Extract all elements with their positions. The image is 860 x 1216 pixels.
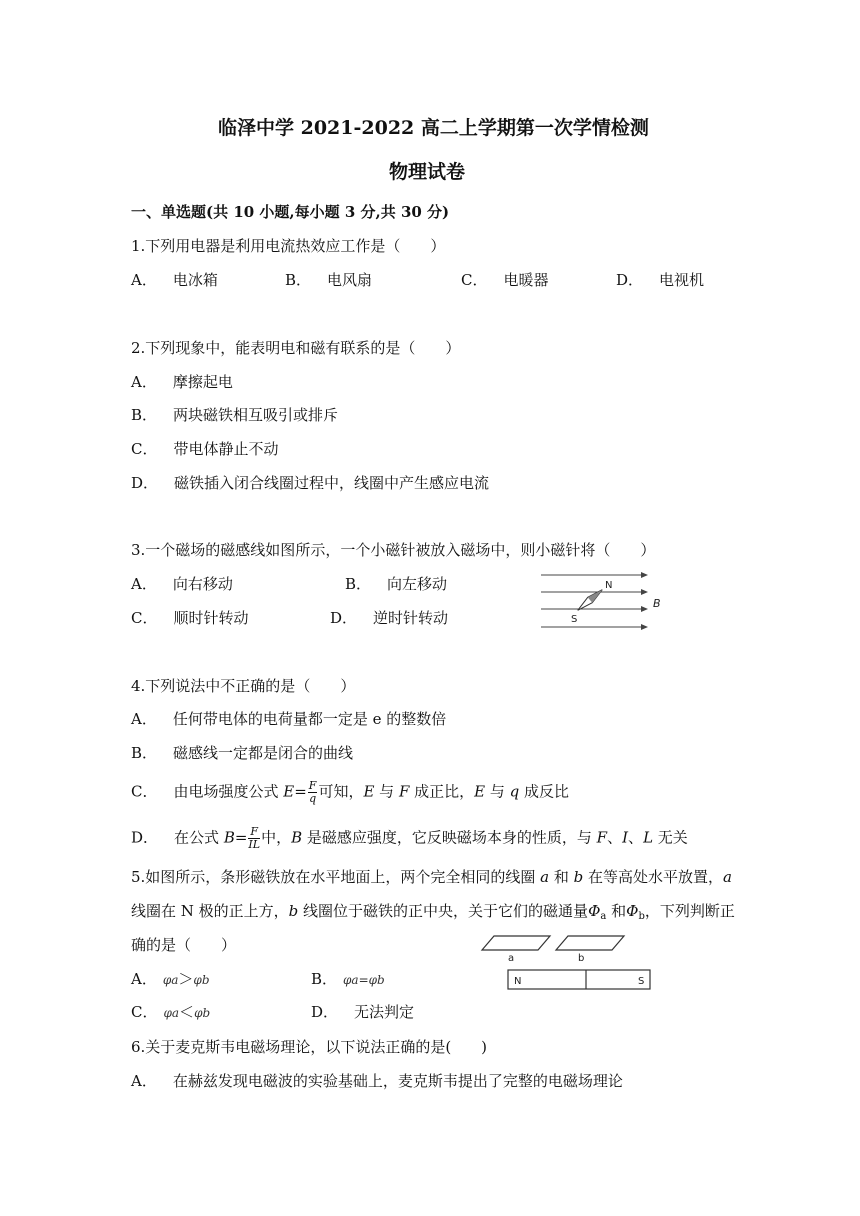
option-text: 是磁感应强度，它反映磁场本身的性质，与 [302,828,597,847]
variable: L [643,828,654,847]
option-letter: A． [131,970,157,988]
q3-magnetic-field-figure [535,565,675,637]
option-letter: A． [131,373,157,391]
option-text: 、 [607,828,623,847]
fraction-numerator: F [308,779,317,792]
flux-symbol: Φ [626,902,639,920]
variable: I [622,828,629,847]
variable: E [474,782,486,801]
q2-option-a [131,372,233,392]
q2-option-b [131,405,338,425]
question-5-line-1 [131,867,732,887]
option-text: 由电场强度公式 [173,782,284,801]
coil-a-label: a [508,953,515,964]
q5-coil-magnet-figure [478,930,658,994]
formula-eq: = [234,828,248,847]
option-text: 电风扇 [327,271,373,289]
q3-option-d [330,608,448,628]
question-5-line-3: 确的是（ ） [131,936,237,954]
fraction-denominator: q [309,792,317,805]
option-letter: C． [131,782,158,801]
q6-option-a [131,1071,623,1091]
stem-text: 线圈在 N 极的正上方， [131,902,289,920]
question-1-stem: 1.下列用电器是利用电流热效应工作是（ ） [131,237,446,255]
south-label: S [571,614,578,625]
formula-var: B [223,828,235,847]
q4-option-b [131,743,353,763]
stem-text: 和 [606,902,627,920]
stem-text: 和 [549,868,574,886]
subscript: b [638,911,645,922]
q1-option-d [616,270,704,290]
fraction-denominator: IL [248,838,261,851]
variable: F [596,828,608,847]
option-formula: φa [163,1006,180,1020]
option-text: 成反比 [519,782,570,801]
variable: b [573,868,584,886]
coil-b-label: b [578,953,585,964]
option-text: 电暖器 [503,271,549,289]
question-4-stem: 4.下列说法中不正确的是（ ） [131,677,356,695]
option-text: 可知， [318,782,364,801]
option-letter: B． [131,406,158,424]
option-formula: ＞ [178,970,194,988]
option-letter: B． [285,271,312,289]
question-2-stem: 2.下列现象中，能表明电和磁有联系的是（ ） [131,339,461,357]
fraction-numerator: F [248,826,260,839]
q3-option-a [131,574,233,594]
q5-option-a [131,969,210,990]
variable: b [288,902,299,920]
page-subtitle: 物理试卷 [389,161,466,183]
option-letter: C． [131,609,158,627]
bar-magnet [508,970,650,989]
page-title: 临泽中学 2021-2022 高二上学期第一次学情检测 [218,117,649,139]
option-letter: C． [461,271,488,289]
variable: E [363,782,375,801]
q4-option-d [131,826,688,851]
option-letter: C． [131,440,158,458]
formula-fraction [308,780,318,805]
option-formula: ＜ [179,1003,195,1021]
q4-option-a [131,709,446,729]
question-5-line-2 [131,901,735,927]
option-text: 带电体静止不动 [173,440,279,458]
option-text: 、 [628,828,644,847]
option-letter: A． [131,1072,157,1090]
option-letter: D． [311,1003,339,1021]
option-text: 与 [374,782,399,801]
q4-option-c [131,780,569,805]
option-letter: B． [131,744,158,762]
question-6-stem: 6.关于麦克斯韦电磁场理论，以下说法正确的是( ) [131,1038,488,1056]
option-letter: B． [311,970,338,988]
option-text: 在赫兹发现电磁波的实验基础上，麦克斯韦提出了完整的电磁场理论 [172,1072,623,1090]
option-letter: A． [131,710,157,728]
q5-option-b [311,969,385,990]
option-text: 磁铁插入闭合线圈过程中，线圈中产生感应电流 [174,474,490,492]
option-text: 向左移动 [387,575,448,593]
option-text: 顺时针转动 [173,609,249,627]
option-text: 两块磁铁相互吸引或排斥 [173,406,339,424]
q3-option-c [131,608,249,628]
variable: q [509,782,520,801]
q5-option-c [131,1002,210,1023]
option-formula: φa [343,973,359,987]
variable: a [540,868,550,886]
option-letter: D． [131,474,159,492]
option-text: 电视机 [659,271,705,289]
option-formula: φb [194,1006,211,1020]
option-text: 任何带电体的电荷量都一定是 e 的整数倍 [172,710,447,728]
q1-option-c [461,270,549,290]
option-text: 无法判定 [354,1003,415,1021]
option-formula: φb [368,973,385,987]
option-text: 与 [485,782,510,801]
option-text: 磁感线一定都是闭合的曲线 [173,744,354,762]
option-letter: B． [345,575,372,593]
option-letter: D． [131,828,159,847]
option-text: 向右移动 [172,575,233,593]
section-heading: 一、单选题(共 10 小题,每小题 3 分,共 30 分) [131,203,450,221]
field-label: B [653,597,661,610]
formula-eq: = [294,782,307,801]
option-text: 摩擦起电 [172,373,233,391]
option-letter: A． [131,271,157,289]
option-text: 逆时针转动 [373,609,449,627]
q5-option-d [311,1002,414,1022]
option-formula: φb [193,973,210,987]
magnet-south-label: S [638,976,645,987]
q3-option-b [345,574,447,594]
q1-option-b [285,270,372,290]
magnet-north-label: N [514,976,522,987]
option-text: 成正比， [409,782,475,801]
subscript: a [600,911,607,922]
q2-option-d [131,473,489,493]
option-formula: φa [162,973,179,987]
option-letter: A． [131,575,157,593]
option-formula: = [358,973,369,987]
option-text: 中， [261,828,292,847]
variable: a [722,868,732,886]
option-letter: D． [330,609,358,627]
q2-option-c [131,439,279,459]
stem-text: 线圈位于磁铁的正中央，关于它们的磁通量 [298,902,589,920]
stem-text: 5.如图所示，条形磁铁放在水平地面上，两个完全相同的线圈 [131,868,541,886]
formula-fraction [248,826,260,851]
stem-text: 在等高处水平放置， [583,868,723,886]
variable: B [291,828,303,847]
coil-a [482,936,550,950]
question-3-stem: 3.一个磁场的磁感线如图所示，一个小磁针被放入磁场中，则小磁针将（ ） [131,541,656,559]
option-text: 电冰箱 [172,271,218,289]
option-text: 无关 [653,828,688,847]
q1-option-a [131,270,218,290]
option-text: 在公式 [174,828,224,847]
variable: F [398,782,410,801]
stem-text: ，下列判断正 [644,902,735,920]
option-letter: D． [616,271,644,289]
coil-b [556,936,624,950]
formula-var: E [283,782,295,801]
option-letter: C． [131,1003,158,1021]
flux-symbol: Φ [588,902,601,920]
north-label: N [605,580,613,591]
